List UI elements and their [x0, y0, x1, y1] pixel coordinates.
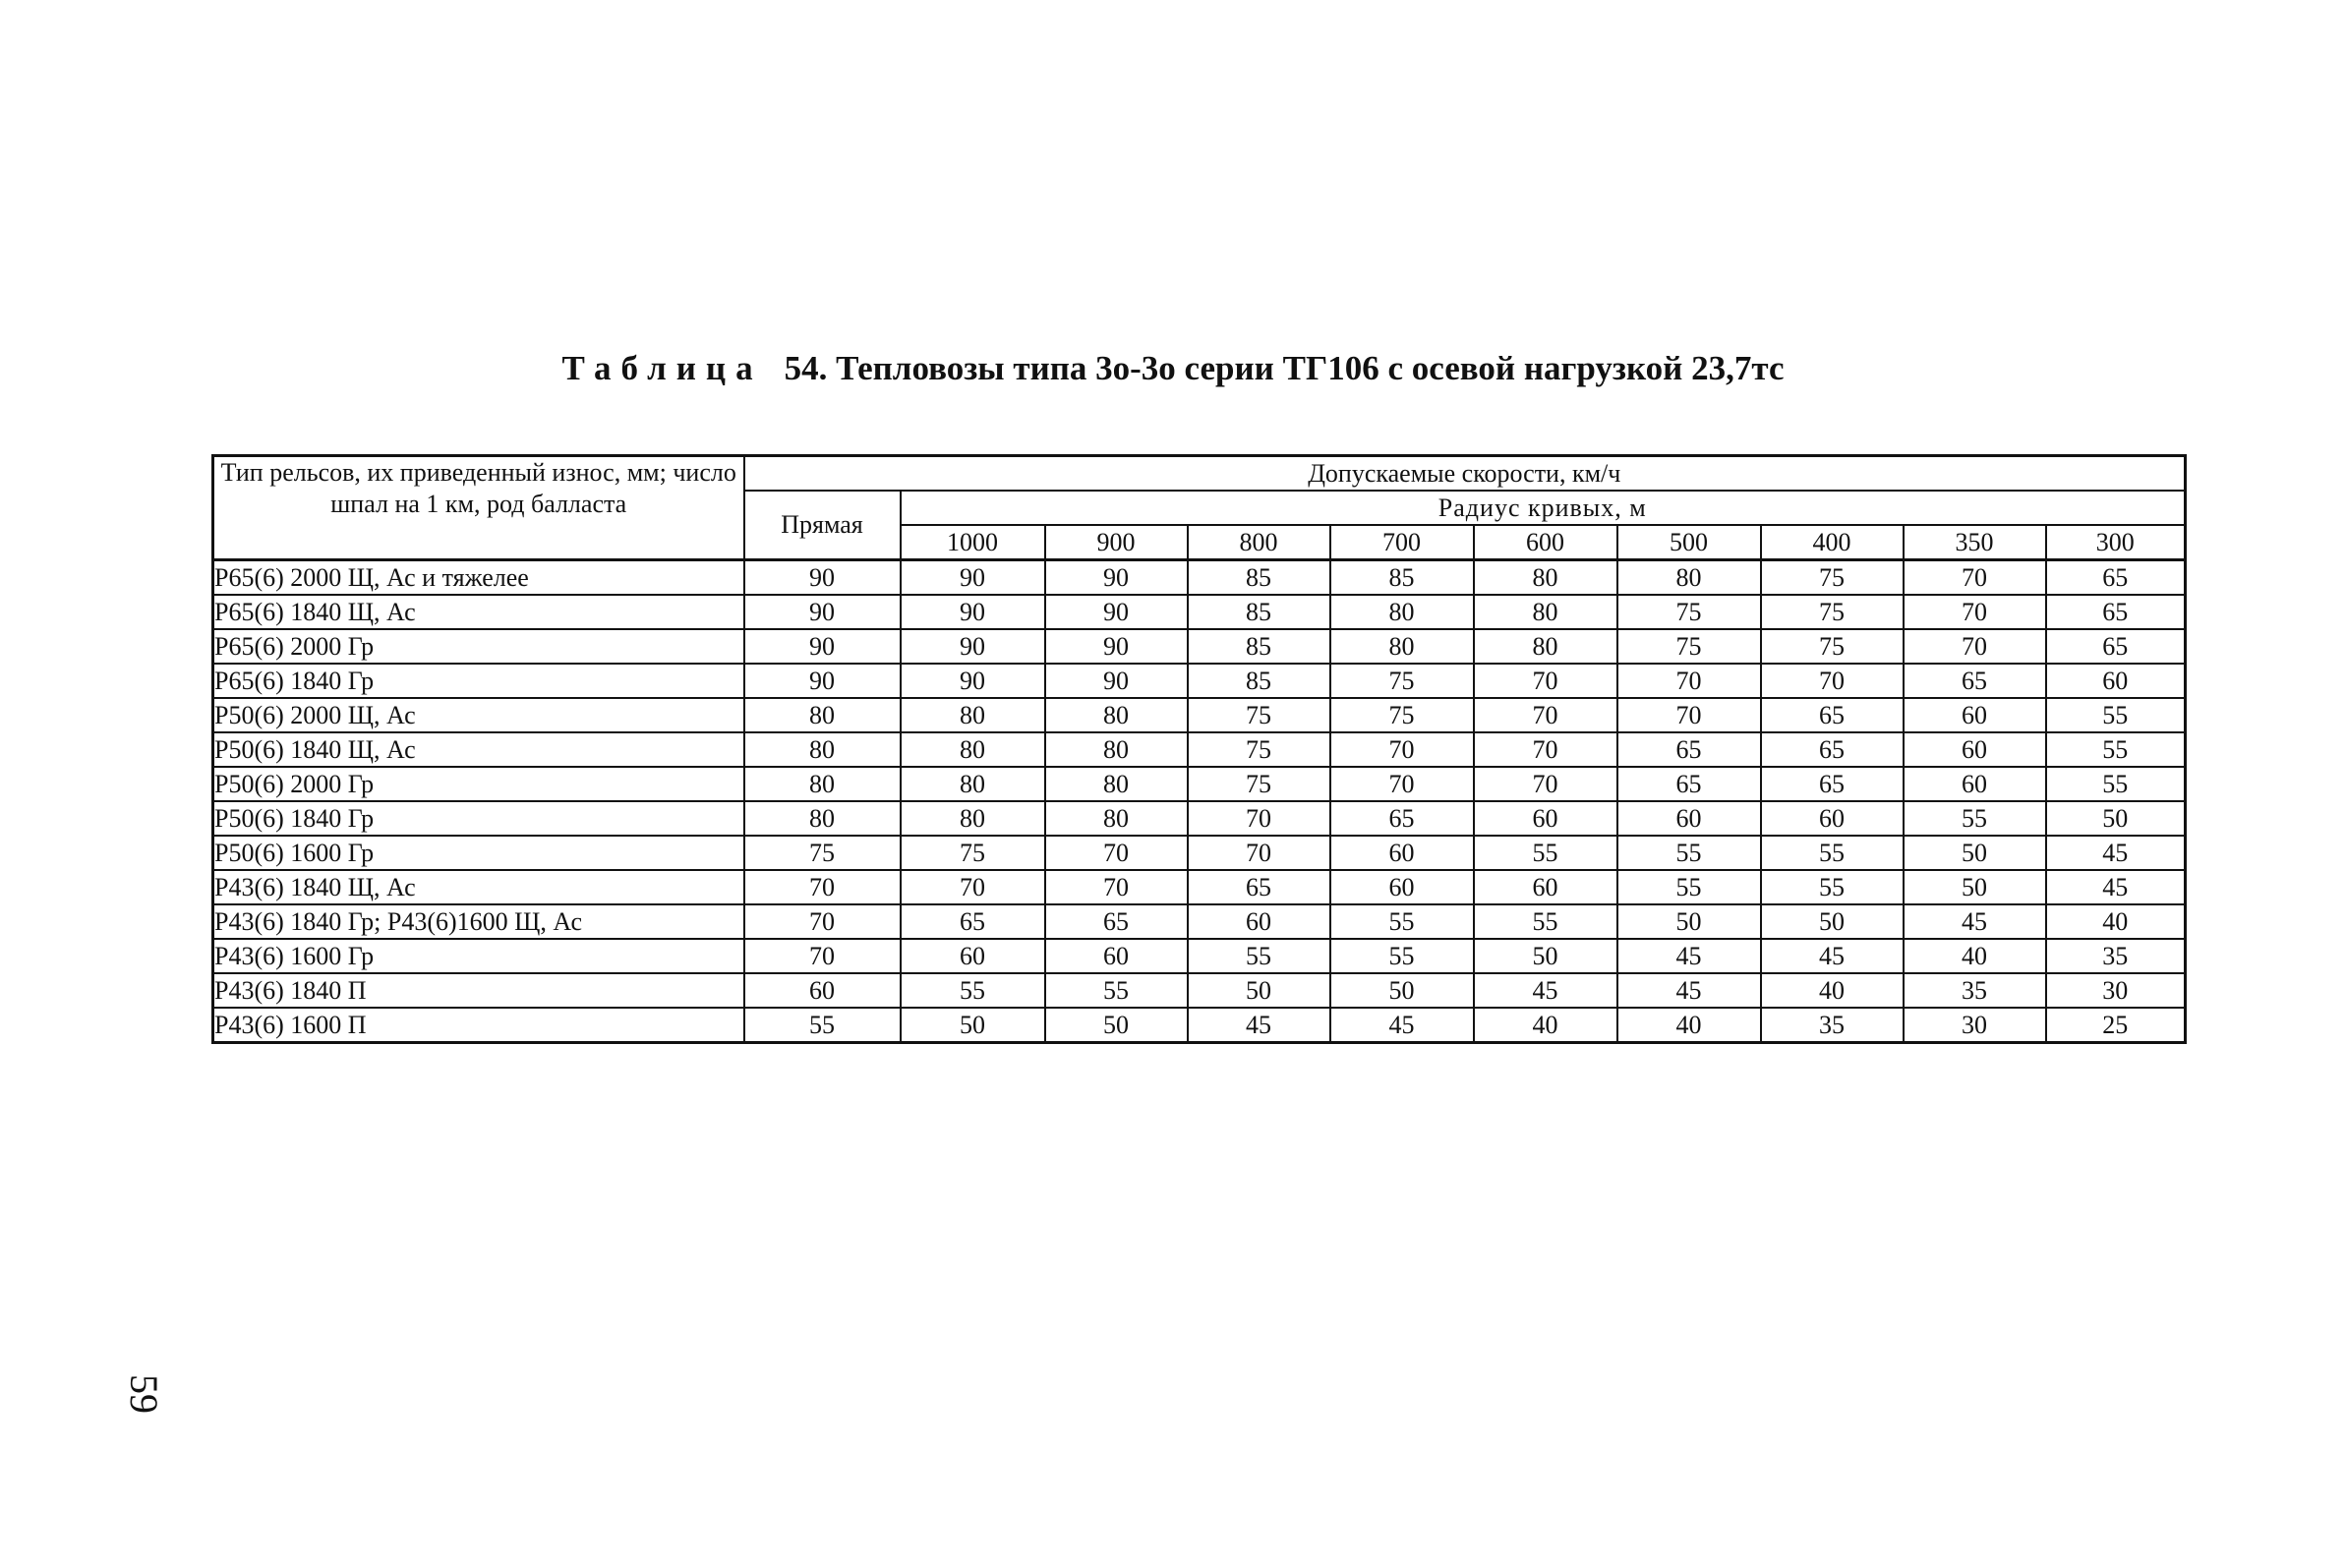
header-radius-900: 900 — [1045, 525, 1188, 560]
speed-cell: 65 — [1188, 870, 1330, 904]
speed-cell: 45 — [1188, 1008, 1330, 1043]
speed-cell: 55 — [1761, 870, 1904, 904]
speed-straight-cell: 70 — [744, 870, 901, 904]
speed-cell: 45 — [2046, 836, 2186, 870]
speed-cell: 75 — [1761, 560, 1904, 596]
speed-cell: 35 — [1904, 973, 2046, 1008]
speed-cell: 60 — [1330, 836, 1474, 870]
speed-cell: 75 — [1761, 595, 1904, 629]
table-row — [213, 836, 2186, 870]
speed-cell: 80 — [1045, 732, 1188, 767]
header-radius-400: 400 — [1761, 525, 1904, 560]
speed-cell: 80 — [1330, 595, 1474, 629]
table-title-prefix: Таблица — [561, 349, 763, 387]
speed-cell: 85 — [1188, 629, 1330, 664]
table-title — [0, 349, 2346, 388]
speed-cell: 85 — [1188, 560, 1330, 596]
header-radius-1000: 1000 — [901, 525, 1045, 560]
speed-cell: 60 — [1045, 939, 1188, 973]
rail-type-cell: Р43(6) 1600 П — [213, 1008, 744, 1043]
speed-straight-cell: 55 — [744, 1008, 901, 1043]
speed-cell: 55 — [1474, 904, 1617, 939]
speed-cell: 60 — [1474, 801, 1617, 836]
rail-type-cell: Р43(6) 1840 Щ, Ас — [213, 870, 744, 904]
speed-cell: 75 — [1188, 732, 1330, 767]
speed-cell: 80 — [1330, 629, 1474, 664]
header-radius-800: 800 — [1188, 525, 1330, 560]
speed-cell: 40 — [1904, 939, 2046, 973]
speed-cell: 55 — [1474, 836, 1617, 870]
header-radius-600: 600 — [1474, 525, 1617, 560]
speed-cell: 90 — [901, 664, 1045, 698]
speed-cell: 70 — [1474, 767, 1617, 801]
speed-cell: 70 — [1330, 767, 1474, 801]
table-row — [213, 629, 2186, 664]
speed-cell: 60 — [1904, 732, 2046, 767]
table-row — [213, 1008, 2186, 1043]
speed-cell: 60 — [1188, 904, 1330, 939]
speed-cell: 45 — [1904, 904, 2046, 939]
speed-cell: 45 — [2046, 870, 2186, 904]
speed-cell: 85 — [1188, 595, 1330, 629]
speed-cell: 75 — [1617, 629, 1761, 664]
speed-cell: 80 — [1474, 595, 1617, 629]
speed-cell: 80 — [1045, 698, 1188, 732]
speed-straight-cell: 80 — [744, 698, 901, 732]
speed-cell: 70 — [1904, 560, 2046, 596]
speed-cell: 55 — [1761, 836, 1904, 870]
speed-cell: 65 — [2046, 629, 2186, 664]
speed-cell: 65 — [2046, 560, 2186, 596]
speed-cell: 75 — [1330, 664, 1474, 698]
speed-cell: 80 — [901, 698, 1045, 732]
speed-cell: 60 — [1330, 870, 1474, 904]
speed-cell: 70 — [1045, 836, 1188, 870]
speed-cell: 45 — [1761, 939, 1904, 973]
speed-cell: 55 — [901, 973, 1045, 1008]
speed-cell: 70 — [1474, 664, 1617, 698]
speed-cell: 55 — [1330, 904, 1474, 939]
table-title-text: 54. Тепловозы типа 3о-3о серии ТГ106 с осевой нагрузкой 23,7тс — [784, 349, 1785, 387]
speed-cell: 90 — [1045, 629, 1188, 664]
header-radius-300: 300 — [2046, 525, 2186, 560]
speed-cell: 45 — [1617, 973, 1761, 1008]
speed-straight-cell: 90 — [744, 595, 901, 629]
speed-cell: 85 — [1188, 664, 1330, 698]
table-row — [213, 939, 2186, 973]
speed-cell: 80 — [1045, 801, 1188, 836]
rail-type-cell: Р50(6) 2000 Гр — [213, 767, 744, 801]
speed-cell: 50 — [1904, 870, 2046, 904]
speed-cell: 70 — [1045, 870, 1188, 904]
speed-cell: 50 — [1761, 904, 1904, 939]
rail-type-cell: Р50(6) 1840 Гр — [213, 801, 744, 836]
speed-cell: 85 — [1330, 560, 1474, 596]
speed-straight-cell: 80 — [744, 801, 901, 836]
speed-cell: 55 — [2046, 732, 2186, 767]
speed-cell: 50 — [901, 1008, 1045, 1043]
speed-cell: 70 — [901, 870, 1045, 904]
speed-cell: 65 — [1761, 732, 1904, 767]
header-rail-type: Тип рельсов, их приведенный износ, мм; число шпал на 1 км, род балласта — [213, 456, 744, 560]
speed-cell: 60 — [901, 939, 1045, 973]
table-row — [213, 973, 2186, 1008]
speed-cell: 30 — [2046, 973, 2186, 1008]
rail-type-cell: Р65(6) 1840 Щ, Ас — [213, 595, 744, 629]
speed-cell: 50 — [1330, 973, 1474, 1008]
speed-cell: 60 — [1904, 698, 2046, 732]
rail-type-cell: Р43(6) 1840 Гр; Р43(6)1600 Щ, Ас — [213, 904, 744, 939]
speed-cell: 70 — [1330, 732, 1474, 767]
speed-cell: 80 — [901, 767, 1045, 801]
speed-cell: 65 — [1617, 732, 1761, 767]
speed-cell: 50 — [1474, 939, 1617, 973]
rail-type-cell: Р50(6) 1840 Щ, Ас — [213, 732, 744, 767]
speed-cell: 75 — [1617, 595, 1761, 629]
speed-cell: 65 — [1904, 664, 2046, 698]
table-row — [213, 767, 2186, 801]
table-row — [213, 560, 2186, 596]
speed-cell: 55 — [1904, 801, 2046, 836]
speed-cell: 70 — [1474, 698, 1617, 732]
header-radius-700: 700 — [1330, 525, 1474, 560]
speed-cell: 90 — [1045, 560, 1188, 596]
speed-cell: 90 — [901, 629, 1045, 664]
header-radius-500: 500 — [1617, 525, 1761, 560]
speed-cell: 90 — [1045, 664, 1188, 698]
table-row — [213, 595, 2186, 629]
rail-type-cell: Р50(6) 2000 Щ, Ас — [213, 698, 744, 732]
table-row — [213, 698, 2186, 732]
rail-type-cell: Р50(6) 1600 Гр — [213, 836, 744, 870]
speed-cell: 90 — [901, 595, 1045, 629]
speed-cell: 40 — [1761, 973, 1904, 1008]
speed-cell: 65 — [1330, 801, 1474, 836]
table-body — [213, 560, 2186, 1043]
speed-table — [211, 454, 2187, 1044]
speed-cell: 75 — [1761, 629, 1904, 664]
speed-cell: 45 — [1617, 939, 1761, 973]
speed-cell: 30 — [1904, 1008, 2046, 1043]
speed-cell: 35 — [2046, 939, 2186, 973]
speed-cell: 65 — [1761, 767, 1904, 801]
speed-straight-cell: 70 — [744, 939, 901, 973]
speed-cell: 60 — [1761, 801, 1904, 836]
header-straight: Прямая — [744, 491, 901, 560]
speed-cell: 80 — [1474, 560, 1617, 596]
speed-straight-cell: 90 — [744, 629, 901, 664]
speed-straight-cell: 75 — [744, 836, 901, 870]
speed-cell: 65 — [1761, 698, 1904, 732]
table-row — [213, 664, 2186, 698]
table-header — [213, 456, 2186, 560]
speed-cell: 45 — [1330, 1008, 1474, 1043]
speed-straight-cell: 80 — [744, 767, 901, 801]
speed-cell: 25 — [2046, 1008, 2186, 1043]
speed-cell: 55 — [1330, 939, 1474, 973]
speed-straight-cell: 90 — [744, 560, 901, 596]
speed-cell: 70 — [1904, 629, 2046, 664]
speed-cell: 50 — [1904, 836, 2046, 870]
speed-cell: 40 — [1617, 1008, 1761, 1043]
speed-cell: 75 — [1330, 698, 1474, 732]
speed-cell: 65 — [1045, 904, 1188, 939]
speed-cell: 70 — [1188, 836, 1330, 870]
speed-cell: 55 — [2046, 698, 2186, 732]
rail-type-cell: Р65(6) 2000 Гр — [213, 629, 744, 664]
speed-cell: 60 — [1474, 870, 1617, 904]
header-permitted-speeds: Допускаемые скорости, км/ч — [744, 456, 2186, 492]
speed-cell: 60 — [2046, 664, 2186, 698]
speed-cell: 40 — [2046, 904, 2186, 939]
header-curve-radius: Радиус кривых, м — [901, 491, 2186, 525]
page-number: 59 — [122, 1374, 166, 1414]
rail-type-cell: Р65(6) 1840 Гр — [213, 664, 744, 698]
speed-straight-cell: 80 — [744, 732, 901, 767]
header-radius-350: 350 — [1904, 525, 2046, 560]
table-row — [213, 732, 2186, 767]
speed-cell: 90 — [901, 560, 1045, 596]
rail-type-cell: Р43(6) 1600 Гр — [213, 939, 744, 973]
speed-cell: 75 — [1188, 767, 1330, 801]
speed-cell: 45 — [1474, 973, 1617, 1008]
speed-cell: 70 — [1904, 595, 2046, 629]
rail-type-cell: Р43(6) 1840 П — [213, 973, 744, 1008]
speed-straight-cell: 90 — [744, 664, 901, 698]
speed-cell: 90 — [1045, 595, 1188, 629]
speed-cell: 80 — [901, 732, 1045, 767]
speed-cell: 50 — [1188, 973, 1330, 1008]
table-row — [213, 870, 2186, 904]
speed-cell: 55 — [1617, 870, 1761, 904]
speed-cell: 80 — [1474, 629, 1617, 664]
speed-cell: 50 — [1045, 1008, 1188, 1043]
speed-cell: 75 — [1188, 698, 1330, 732]
speed-cell: 60 — [1617, 801, 1761, 836]
speed-cell: 50 — [1617, 904, 1761, 939]
speed-cell: 80 — [901, 801, 1045, 836]
speed-cell: 55 — [1045, 973, 1188, 1008]
speed-cell: 65 — [1617, 767, 1761, 801]
speed-cell: 70 — [1617, 664, 1761, 698]
speed-cell: 80 — [1045, 767, 1188, 801]
speed-cell: 70 — [1474, 732, 1617, 767]
speed-cell: 60 — [1904, 767, 2046, 801]
speed-cell: 80 — [1617, 560, 1761, 596]
speed-cell: 35 — [1761, 1008, 1904, 1043]
rail-type-cell: Р65(6) 2000 Щ, Ас и тяжелее — [213, 560, 744, 596]
speed-cell: 55 — [1617, 836, 1761, 870]
speed-cell: 55 — [1188, 939, 1330, 973]
speed-cell: 70 — [1617, 698, 1761, 732]
speed-cell: 40 — [1474, 1008, 1617, 1043]
speed-cell: 50 — [2046, 801, 2186, 836]
speed-cell: 65 — [2046, 595, 2186, 629]
speed-cell: 70 — [1188, 801, 1330, 836]
table-row — [213, 904, 2186, 939]
speed-straight-cell: 70 — [744, 904, 901, 939]
speed-cell: 75 — [901, 836, 1045, 870]
speed-cell: 65 — [901, 904, 1045, 939]
speed-straight-cell: 60 — [744, 973, 901, 1008]
speed-cell: 55 — [2046, 767, 2186, 801]
speed-cell: 70 — [1761, 664, 1904, 698]
table-row — [213, 801, 2186, 836]
